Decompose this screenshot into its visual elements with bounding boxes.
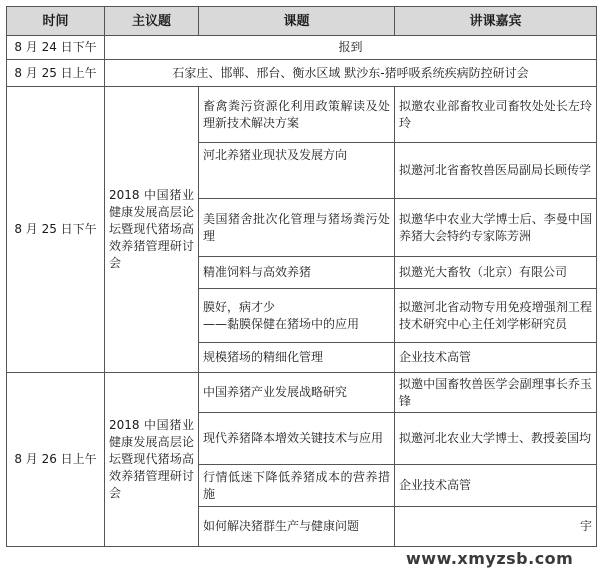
- topic-cell: 中国养猪产业发展战略研究: [199, 373, 395, 413]
- topic-cell: 行情低迷下降低养猪成本的营养措施: [199, 465, 395, 507]
- header-topic: 课题: [199, 7, 395, 36]
- speaker-cell: 拟邀河北农业大学博士、教授姜国均: [395, 413, 597, 465]
- speaker-cell: 企业技术高管: [395, 343, 597, 373]
- header-row: [7, 7, 597, 36]
- header-speaker: 讲课嘉宾: [395, 7, 597, 36]
- table-row: [7, 60, 597, 87]
- speaker-cell: 拟邀华中农业大学博士后、李曼中国养猪大会特约专家陈芳洲: [395, 199, 597, 257]
- topic-cell: 畜禽粪污资源化利用政策解读及处理新技术解决方案: [199, 87, 395, 143]
- topic-cell: 膜好，病才少 ——黏膜保健在猪场中的应用: [199, 289, 395, 343]
- speaker-cell: 宇: [395, 507, 597, 547]
- registration-cell: 报到: [105, 36, 597, 60]
- topic-cell: 如何解决猪群生产与健康问题: [199, 507, 395, 547]
- table-row: [7, 373, 597, 413]
- watermark: www.xmyzsb.com: [402, 549, 577, 568]
- header-time: 时间: [7, 7, 105, 36]
- topic-cell: 精准饲料与高效养猪: [199, 257, 395, 289]
- topic-cell: 规模猪场的精细化管理: [199, 343, 395, 373]
- seminar-cell: 石家庄、邯郸、邢台、衡水区域 默沙东-猪呼吸系统疾病防控研讨会: [105, 60, 597, 87]
- speaker-cell: 拟邀农业部畜牧业司畜牧处处长左玲玲: [395, 87, 597, 143]
- topic-cell: 美国猪舍批次化管理与猪场粪污处理: [199, 199, 395, 257]
- topic-cell: 现代养猪降本增效关键技术与应用: [199, 413, 395, 465]
- speaker-cell: 拟邀河北省动物专用免疫增强剂工程技术研究中心主任刘学彬研究员: [395, 289, 597, 343]
- time-cell: 8 月 25 日上午: [7, 60, 105, 87]
- schedule-table: [6, 6, 597, 547]
- theme-cell: 2018 中国猪业健康发展高层论坛暨现代猪场高效养猪管理研讨会: [105, 87, 199, 373]
- time-cell: 8 月 26 日上午: [7, 373, 105, 547]
- table-row: [7, 36, 597, 60]
- theme-cell: 2018 中国猪业健康发展高层论坛暨现代猪场高效养猪管理研讨会: [105, 373, 199, 547]
- speaker-cell: 企业技术高管: [395, 465, 597, 507]
- speaker-cell: 拟邀光大畜牧（北京）有限公司: [395, 257, 597, 289]
- time-cell: 8 月 24 日下午: [7, 36, 105, 60]
- topic-cell: 河北养猪业现状及发展方向: [199, 143, 395, 199]
- time-cell: 8 月 25 日下午: [7, 87, 105, 373]
- speaker-cell: 拟邀中国畜牧兽医学会副理事长乔玉锋: [395, 373, 597, 413]
- table-row: [7, 87, 597, 143]
- header-theme: 主议题: [105, 7, 199, 36]
- speaker-cell: 拟邀河北省畜牧兽医局副局长顾传学: [395, 143, 597, 199]
